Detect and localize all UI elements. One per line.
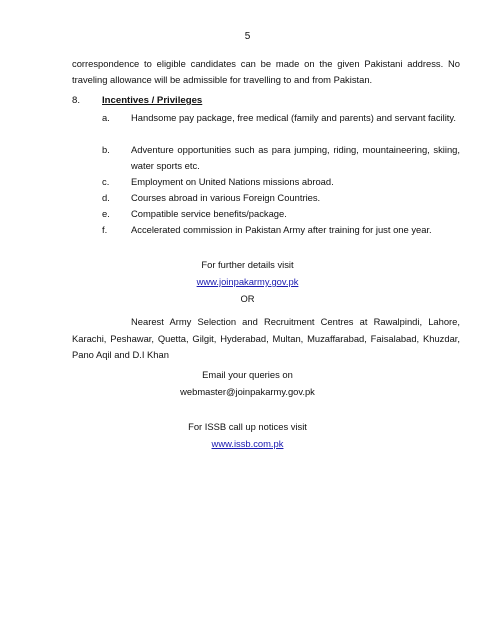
list-item-letter: d. [102, 192, 110, 203]
page-number: 5 [244, 31, 251, 42]
list-item-letter: f. [102, 224, 108, 235]
issb-link-row [0, 438, 495, 450]
section-title: Incentives / Privileges [102, 95, 203, 106]
list-item-text: Courses abroad in various Foreign Countries. [131, 192, 321, 203]
section-number: 8. [72, 95, 81, 106]
list-item-letter: e. [102, 208, 110, 219]
list-item-text: Adventure opportunities such as para jumping, riding, mountaineering, skiing, water sports etc. [131, 144, 460, 171]
email-label: Email your queries on [202, 369, 293, 380]
list-item-letter: c. [102, 176, 110, 187]
website-link[interactable]: www.joinpakarmy.gov.pk [196, 276, 299, 287]
recruitment-centres: Nearest Army Selection and Recruitment Centres at Rawalpindi, Lahore, Karachi, Peshawar, Quetta, Gilgit, Hyderabad, Multan, Muzaffarabad, Faisalabad, Khuzdar, Pano Aqil and D.I Khan [72, 316, 460, 360]
email-address[interactable]: webmaster@joinpakarmy.gov.pk [180, 386, 315, 397]
intro-paragraph: correspondence to eligible candidates can be made on the given Pakistani address. No traveling allowance will be admissible for travelling to and from Pakistan. [72, 58, 460, 85]
list-item-text: Handsome pay package, free medical (family and parents) and servant facility. [131, 112, 456, 123]
list-item-letter: b. [102, 144, 110, 155]
list-item-text: Compatible service benefits/package. [131, 208, 287, 219]
issb-link[interactable]: www.issb.com.pk [211, 438, 284, 449]
website-link-row [0, 276, 495, 288]
issb-label: For ISSB call up notices visit [188, 421, 307, 432]
list-item-text: Employment on United Nations missions abroad. [131, 176, 334, 187]
further-details-label: For further details visit [201, 259, 294, 270]
list-item-text: Accelerated commission in Pakistan Army after training for just one year. [131, 224, 432, 235]
or-label: OR [240, 293, 255, 304]
list-item-letter: a. [102, 112, 110, 123]
